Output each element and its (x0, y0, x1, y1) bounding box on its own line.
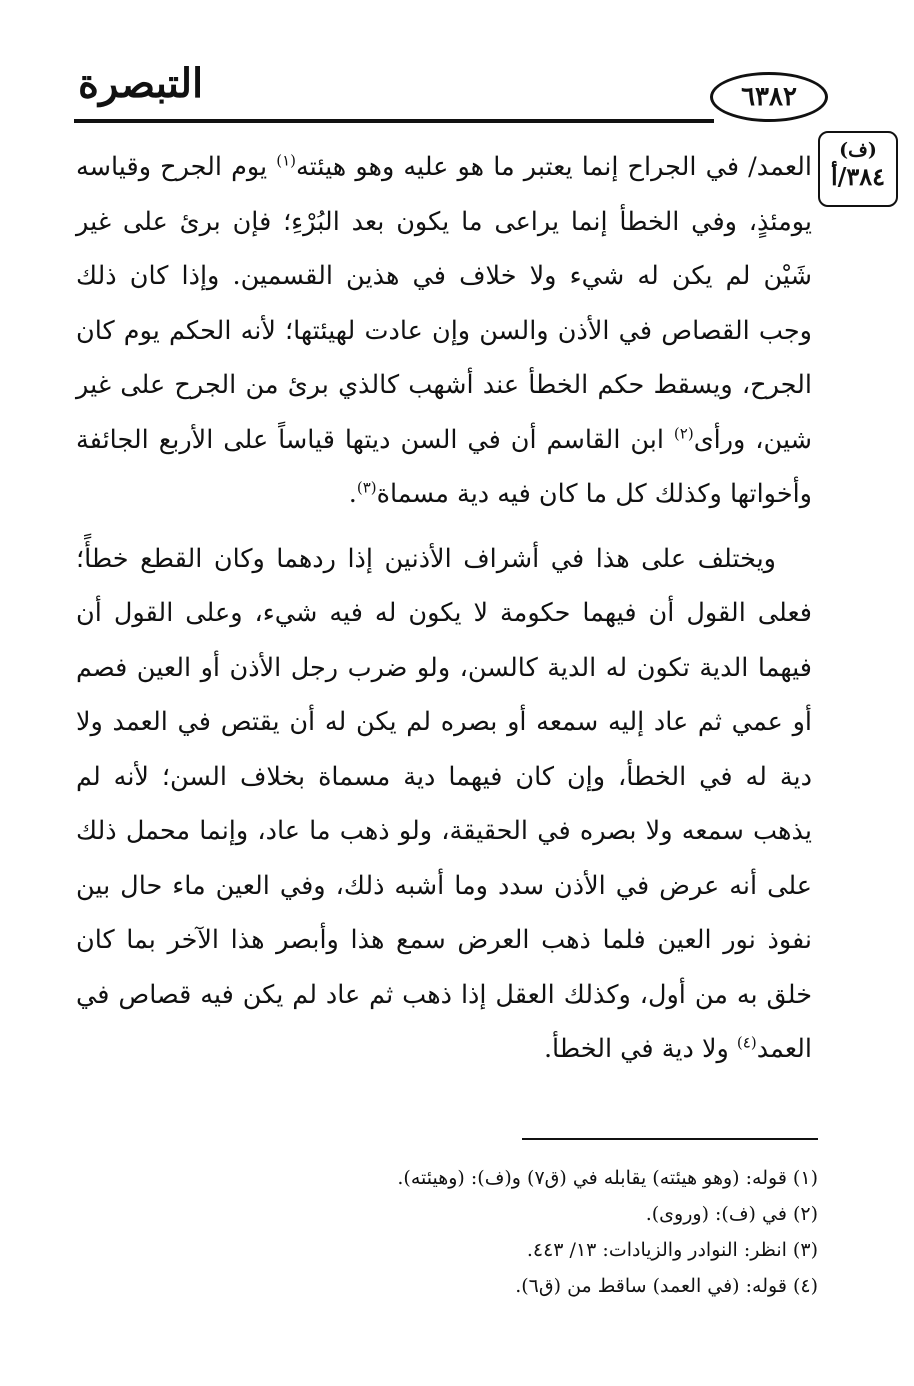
header-rule (74, 119, 714, 123)
margin-note-source: (ف) (839, 139, 877, 161)
footnote-1: (١) قوله: (وهو هيئته) يقابله في (ق٧) و(ف): (وهيئته). (397, 1167, 818, 1189)
footnote-ref-4[interactable]: (٤) (736, 1033, 757, 1052)
main-text (76, 140, 812, 1077)
paragraph-2 (76, 532, 812, 1077)
margin-note-folio: ٣٨٤/أ (830, 162, 886, 191)
footnote-ref-2[interactable]: (٢) (673, 424, 694, 442)
page-number: ٦٣٨٢ (710, 72, 828, 122)
footnote-ref-3[interactable]: (٣) (356, 478, 377, 497)
footnote-ref-1[interactable]: (١) (276, 151, 297, 170)
footnote-2: (٢) في (ف): (وروى). (645, 1203, 818, 1225)
book-title: التبصرة (78, 60, 204, 107)
footnote-3: (٣) انظر: النوادر والزيادات: ١٣/ ٤٤٣. (526, 1239, 818, 1261)
footnote-separator (522, 1138, 818, 1140)
manuscript-margin-note (818, 131, 898, 207)
text-run: العمد/ في الجراح إنما يعتبر ما هو عليه وهو هيئته (296, 152, 812, 182)
text-run: . (348, 479, 357, 509)
footnote-4: (٤) قوله: (في العمد) ساقط من (ق٦). (515, 1275, 818, 1297)
text-run: ولا دية في الخطأ. (543, 1034, 737, 1064)
text-run: ويختلف على هذا في أشراف الأذنين إذا ردهما وكان القطع خطأً؛ فعلى القول أن فيهما حكومة لا يكون له فيه شيء، وعلى القول أن فيهما الدية تكون له الدية كالسن، ولو ضرب رجل الأذن أو العين فصم أو عمي ثم عاد إليه سمعه أو بصره لم يكن له أن يقتص في العمد ولا دية له في الخطأ، وإن كان فيهما دية مسماة بخلاف السن؛ لأنه لم يذهب سمعه ولا بصره في الحقيقة، ولو ذهب ما عاد، وإنما محمل ذلك على أنه عرض في الأذن سدد وما أشبه ذلك، وفي العين ماء حال بين نفوذ نور العين فلما ذهب العرض سمع هذا وأبصر هذا الآخر بما كان خلق به من أول، وكذلك العقل إذا ذهب ثم عاد لم يكن فيه قصاص في العمد (76, 543, 812, 1064)
text-run: ابن القاسم أن في السن ديتها قياساً على الأربع الجائفة وأخواتها وكذلك كل ما كان فيه دية مسماة (76, 424, 812, 509)
footnotes (100, 1160, 818, 1304)
text-run: يوم الجرح وقياسه يومئذٍ، وفي الخطأ إنما يراعى ما يكون بعد البُرْءِ؛ فإن برئ على غير شَيْن لم يكن له شيء ولا خلاف في هذين القسمين. وإذا كان ذلك وجب القصاص في الأذن والسن وإن عادت لهيئتها؛ لأنه الحكم يوم كان الجرح، ويسقط حكم الخطأ عند أشهب كالذي برئ من الجرح على غير شين، ورأى (76, 152, 813, 455)
paragraph-1 (76, 140, 812, 522)
